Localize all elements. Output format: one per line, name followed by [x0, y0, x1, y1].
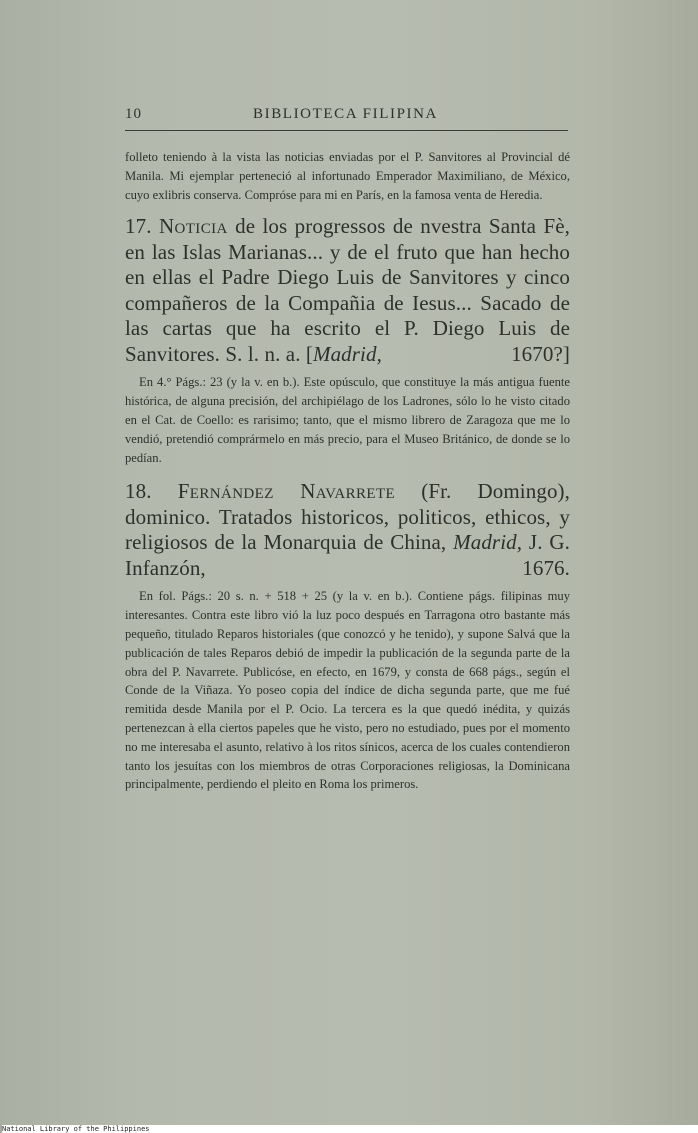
- entry-lead: Noticia: [158, 214, 228, 239]
- entry-lead: Fernández Navarrete: [177, 479, 396, 504]
- library-watermark: National Library of the Philippines: [2, 1125, 698, 1133]
- running-title: BIBLIOTECA FILIPINA: [253, 106, 438, 122]
- entry-title: de los progressos de nvestra Santa Fè, en las Islas Marianas... y de el fruto que han hecho en ellas el Padre Diego Luis de Sanvitores y cinco compañeros de la Compañia de Iesus... Sacado de las cartas que ha escrito el P. Diego Luis de Sanvitores. S. l. n. a. [: [125, 214, 570, 366]
- entry-17: [125, 214, 570, 367]
- entry-note: En fol. Págs.: 20 s. n. + 518 + 25 (y la v. en b.). Contiene págs. filipinas muy interesantes. Contra este libro vió la luz poco después en Tarragona otro bastante más pequeño, titulado Reparos historiales (que conozcó y he tenido), y supone Salvá que la publicación de tales Reparos debió de impedir la publicación de la segunda parte de la obra del P. Navarrete. Publicóse, en efecto, en 1679, y consta de 668 págs., según el Conde de la Viñaza. Yo poseo copia del índice de dicha segunda parte, que me fué remitida desde Manila por el P. Ocio. La tercera es la que quedó inédita, y quizás pertenezcan à ella ciertos papeles que he visto, pero no estudiado, pues por el momento no me interesaba el asunto, relativo à los ritos sínicos, acerca de los cuales contendieron tanto los jesuítas con los miembros de otras Corporaciones religiosas, la Dominicana principalmente, perdiendo el pleito en Roma los primeros.: [125, 589, 570, 792]
- entry-number: 17.: [125, 214, 152, 239]
- entry-place: Madrid,: [453, 530, 523, 555]
- page-header: [125, 106, 568, 131]
- entry-number: 18.: [125, 479, 152, 504]
- entry-note: En 4.° Págs.: 23 (y la v. en b.). Este opúsculo, que constituye la más antigua fuente histórica, de alguna precisión, del archipiélago de los Ladrones, sólo lo he visto citado en el Cat. de Coello: es rarisimo; tanto, que el mismo librero de Zaragoza que me lo vendió, pretendió comprármelo en más precio, para el Museo Británico, de donde se lo pedían.: [125, 375, 570, 465]
- entry-year: 1676.: [522, 555, 570, 580]
- page-number: 10: [125, 106, 142, 122]
- page-content: [125, 148, 570, 794]
- entry-printer: J. G. Infanzón,: [125, 530, 570, 580]
- entry-place: Madrid,: [312, 341, 382, 366]
- continuation-paragraph: folleto teniendo à la vista las noticias enviadas por el P. Sanvitores al Provincial dé Manila. Mi ejemplar perteneció al infortunado Emperador Maximiliano, de México, cuyo exlibris conserva. Compróse para mi en París, en la famosa venta de Heredia.: [125, 150, 570, 202]
- entry-title: (Fr. Domingo), dominico. Tratados historicos, politicos, ethicos, y religiosos de la Monarquia de China,: [125, 479, 570, 555]
- entry-year: 1670?]: [511, 341, 570, 366]
- entry-18: [125, 479, 570, 581]
